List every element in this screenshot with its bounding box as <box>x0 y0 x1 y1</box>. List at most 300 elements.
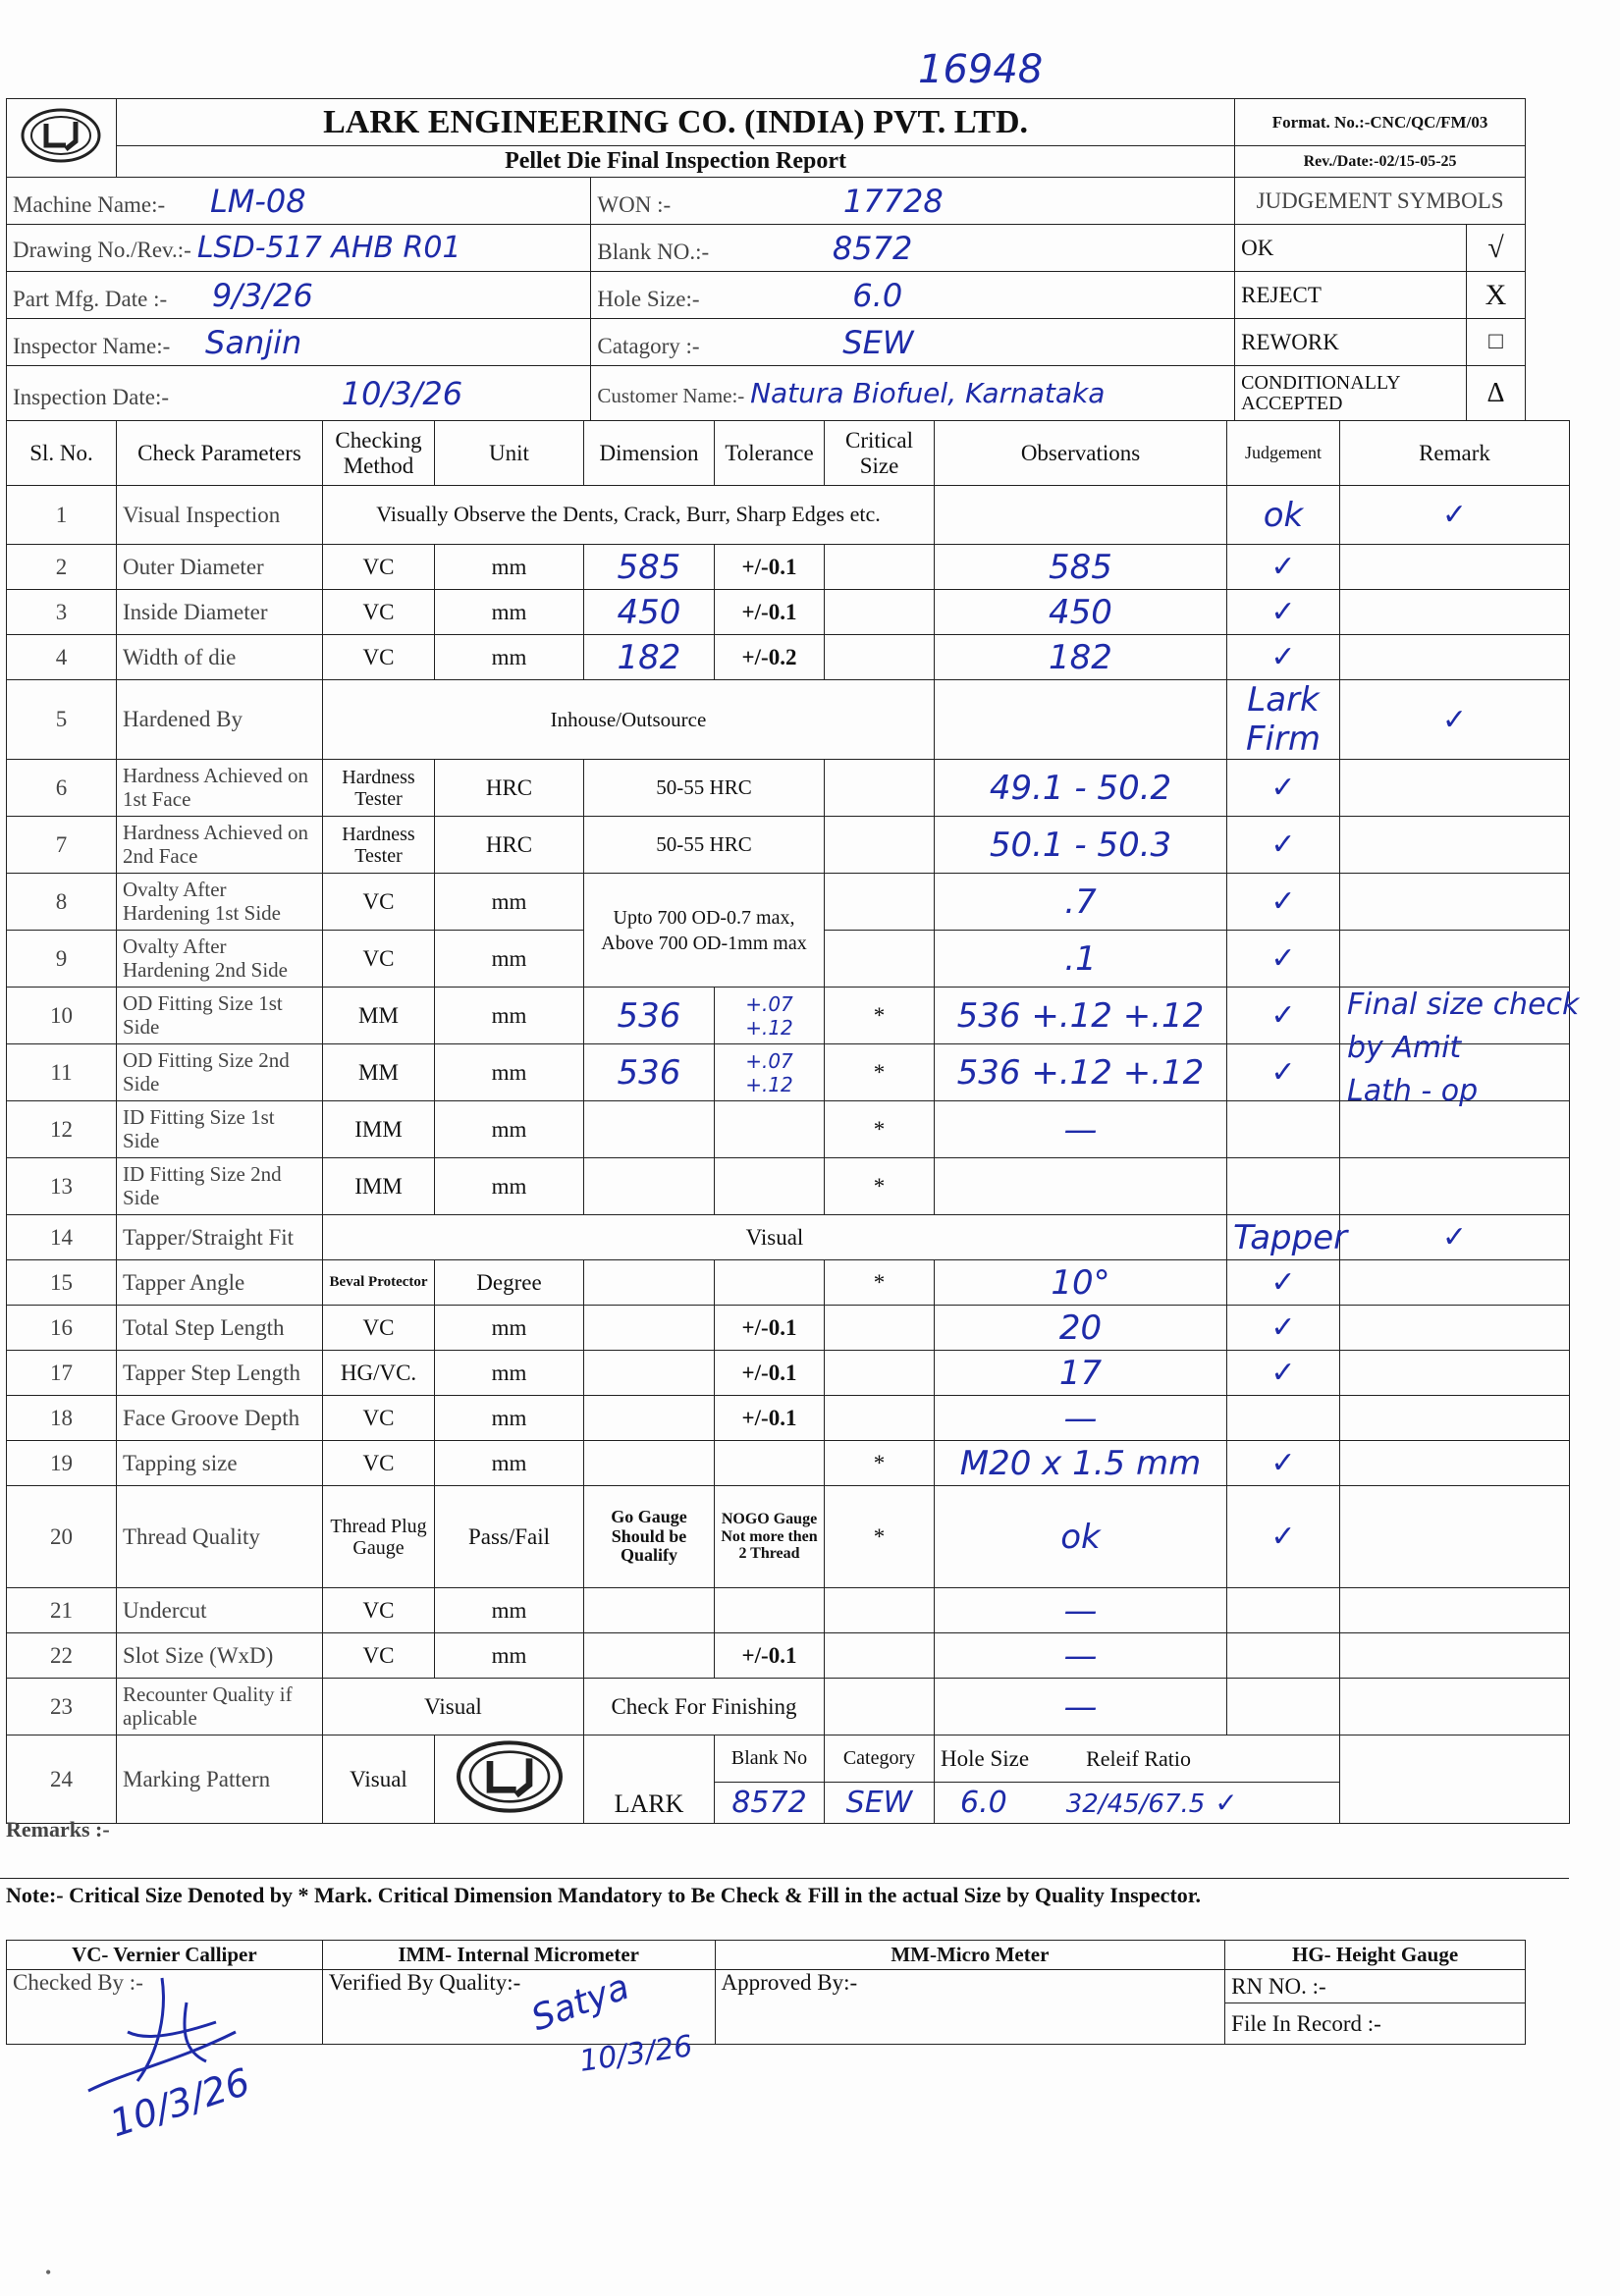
checking-method: VC <box>323 545 435 590</box>
header-table <box>6 98 1526 178</box>
row-number: 15 <box>7 1260 117 1306</box>
unit: mm <box>435 1044 584 1101</box>
critical-size: * <box>825 988 935 1044</box>
col-header-observations: Observations <box>935 421 1227 486</box>
verified-by-signature: Satya <box>526 1966 635 2040</box>
col-header-check-parameters: Check Parameters <box>117 421 323 486</box>
critical-size <box>825 635 935 680</box>
observation: 10° <box>935 1260 1227 1306</box>
observation: 182 <box>935 635 1227 680</box>
judgement-mark <box>1227 1633 1340 1679</box>
check-parameter: Slot Size (WxD) <box>117 1633 323 1679</box>
observation: — <box>935 1101 1227 1158</box>
observation: 50.1 - 50.3 <box>935 817 1227 874</box>
unit: mm <box>435 590 584 635</box>
table-row <box>7 1735 1570 1783</box>
critical-size <box>825 1306 935 1351</box>
checking-method: MM <box>323 1044 435 1101</box>
remarks-label: Remarks :- <box>6 1817 110 1842</box>
unit: mm <box>435 1396 584 1441</box>
judgement-reject-symbol: X <box>1467 272 1526 319</box>
judgement-mark: ✓ <box>1340 486 1570 545</box>
judgement-mark: ✓ <box>1227 1260 1340 1306</box>
judgement-mark: ✓ <box>1227 1044 1340 1101</box>
inspection-date-label: Inspection Date:- <box>13 384 170 409</box>
judgement-mark <box>1227 1158 1340 1215</box>
critical-size <box>825 590 935 635</box>
critical-size: * <box>825 1486 935 1588</box>
judgement-rework-label: REWORK <box>1235 319 1467 366</box>
remark-line-1: Final size check <box>1347 988 1580 1022</box>
row-number: 22 <box>7 1633 117 1679</box>
judgement-mark: ✓ <box>1227 874 1340 931</box>
tolerance: +/-0.2 <box>715 635 825 680</box>
remark <box>1340 1679 1570 1735</box>
approved-by-cell <box>715 1970 1225 2045</box>
check-parameter: Marking Pattern <box>117 1735 323 1824</box>
divider-line <box>0 1878 1569 1879</box>
remark <box>1340 1486 1570 1588</box>
critical-size: * <box>825 1101 935 1158</box>
observation <box>935 1158 1227 1215</box>
critical-size: * <box>825 1260 935 1306</box>
critical-size: * <box>825 1158 935 1215</box>
merged-spec: 50-55 HRC <box>584 760 825 817</box>
tolerance: +/-0.1 <box>715 590 825 635</box>
approved-by-label: Approved By:- <box>721 1970 858 1995</box>
check-parameter: OD Fitting Size 1st Side <box>117 988 323 1044</box>
observation: 585 <box>935 545 1227 590</box>
judgement-mark: ✓ <box>1227 545 1340 590</box>
dimension: 536 <box>584 988 715 1044</box>
row-number: 8 <box>7 874 117 931</box>
critical-size <box>825 817 935 874</box>
observation: — <box>935 1588 1227 1633</box>
critical-size <box>825 760 935 817</box>
remark <box>1340 1441 1570 1486</box>
row-number: 14 <box>7 1215 117 1260</box>
judgement-mark: ✓ <box>1227 1351 1340 1396</box>
remark-line-2: by Amit <box>1347 1031 1462 1065</box>
check-parameter: Thread Quality <box>117 1486 323 1588</box>
scan-mark: • <box>45 2263 52 2282</box>
dimension: Go Gauge Should be Qualify <box>584 1486 715 1588</box>
check-parameter: Hardened By <box>117 680 323 760</box>
unit: mm <box>435 874 584 931</box>
unit: Pass/Fail <box>435 1486 584 1588</box>
inspection-date-value: 10/3/26 <box>341 374 463 412</box>
mfg-date-cell <box>7 272 591 319</box>
dimension <box>584 1101 715 1158</box>
machine-name-cell <box>7 178 591 225</box>
table-row <box>7 1441 1570 1486</box>
remark-line-3: Lath - op <box>1347 1074 1479 1108</box>
unit: mm <box>435 1588 584 1633</box>
judgement-symbols-title: JUDGEMENT SYMBOLS <box>1235 178 1526 225</box>
checking-method: Visual <box>323 1679 584 1735</box>
table-row <box>7 590 1570 635</box>
relief-ratio-header: Releif Ratio <box>1086 1745 1191 1771</box>
checking-method: Hardness Tester <box>323 760 435 817</box>
inspector-value: Sanjin <box>205 323 302 361</box>
judgement-ok-label: OK <box>1235 225 1467 272</box>
row-number: 17 <box>7 1351 117 1396</box>
row-number: 6 <box>7 760 117 817</box>
observation: .7 <box>935 874 1227 931</box>
remark <box>1340 931 1570 988</box>
observation: — <box>935 1633 1227 1679</box>
check-parameter: Tapper/Straight Fit <box>117 1215 323 1260</box>
mfg-date-label: Part Mfg. Date :- <box>13 286 168 311</box>
col-header-checking-method: Checking Method <box>323 421 435 486</box>
checking-method: VC <box>323 1441 435 1486</box>
critical-size <box>825 1351 935 1396</box>
col-header-remark: Remark <box>1340 421 1570 486</box>
info-table <box>6 177 1526 421</box>
marking-judgement-mark: ✓ <box>1215 1787 1238 1819</box>
critical-size <box>935 680 1227 760</box>
table-header-row <box>7 421 1570 486</box>
checking-method: Hardness Tester <box>323 817 435 874</box>
remark <box>1340 1158 1570 1215</box>
checking-method: IMM <box>323 1158 435 1215</box>
tolerance <box>715 1101 825 1158</box>
merged-spec: 50-55 HRC <box>584 817 825 874</box>
unit: mm <box>435 545 584 590</box>
judgement-reject-label: REJECT <box>1235 272 1467 319</box>
critical-size: * <box>825 1044 935 1101</box>
marked-category: SEW <box>825 1783 935 1824</box>
blank-no-value: 8572 <box>832 229 913 267</box>
checking-method: VC <box>323 874 435 931</box>
row-number: 11 <box>7 1044 117 1101</box>
col-header-unit: Unit <box>435 421 584 486</box>
observation: ok <box>1227 486 1340 545</box>
merged-spec: Upto 700 OD-0.7 max, Above 700 OD-1mm max <box>584 874 825 988</box>
row-number: 13 <box>7 1158 117 1215</box>
check-parameter: Visual Inspection <box>117 486 323 545</box>
judgement-mark <box>1227 1588 1340 1633</box>
hole-size-value: 6.0 <box>852 276 903 314</box>
remark <box>1340 635 1570 680</box>
row-number: 12 <box>7 1101 117 1158</box>
inspector-cell <box>7 319 591 366</box>
judgement-ok-symbol: √ <box>1467 225 1526 272</box>
table-row <box>7 874 1570 931</box>
checked-by-date: 10/3/26 <box>104 2059 255 2146</box>
merged-spec: Check For Finishing <box>584 1679 825 1735</box>
unit: mm <box>435 931 584 988</box>
table-row <box>7 1588 1570 1633</box>
observation: 20 <box>935 1306 1227 1351</box>
check-parameter: OD Fitting Size 2nd Side <box>117 1044 323 1101</box>
company-name: LARK ENGINEERING CO. (INDIA) PVT. LTD. <box>116 99 1234 146</box>
unit: mm <box>435 1351 584 1396</box>
check-parameter: Tapper Step Length <box>117 1351 323 1396</box>
judgement-mark <box>1227 1679 1340 1735</box>
checking-method: VC <box>323 1633 435 1679</box>
table-row <box>7 1260 1570 1306</box>
unit: Degree <box>435 1260 584 1306</box>
revision-date: Rev./Date:-02/15-05-25 <box>1235 146 1526 178</box>
won-cell <box>591 178 1235 225</box>
category-header: Category <box>825 1735 935 1783</box>
judgement-mark <box>1340 1735 1570 1824</box>
drawing-value: LSD-517 AHB R01 <box>196 231 461 265</box>
check-parameter: ID Fitting Size 1st Side <box>117 1101 323 1158</box>
rn-no-label: RN NO. :- <box>1231 1973 1326 1999</box>
machine-name-value: LM-08 <box>209 182 306 220</box>
col-header-critical-size: Critical Size <box>825 421 935 486</box>
table-row <box>7 486 1570 545</box>
critical-size <box>825 545 935 590</box>
judgement-mark <box>1227 1101 1340 1158</box>
dimension: 450 <box>584 590 715 635</box>
dimension: 536 <box>584 1044 715 1101</box>
table-row <box>7 988 1570 1044</box>
table-row <box>7 1679 1570 1735</box>
table-row <box>7 680 1570 760</box>
observation: 536 +.12 +.12 <box>935 1044 1227 1101</box>
checking-method: IMM <box>323 1101 435 1158</box>
logo-cell <box>7 99 117 178</box>
category-cell <box>591 319 1235 366</box>
unit: HRC <box>435 760 584 817</box>
checking-method: VC <box>323 1306 435 1351</box>
legend-imm: IMM- Internal Micrometer <box>322 1941 715 1970</box>
critical-size <box>825 1588 935 1633</box>
tolerance: +.07 +.12 <box>715 988 825 1044</box>
unit: mm <box>435 1441 584 1486</box>
check-parameter: Tapper Angle <box>117 1260 323 1306</box>
checked-by-label: Checked By :- <box>13 1970 143 1995</box>
remark <box>1340 874 1570 931</box>
check-parameter: Tapping size <box>117 1441 323 1486</box>
judgement-mark <box>1227 1396 1340 1441</box>
check-parameter: Width of die <box>117 635 323 680</box>
unit: mm <box>435 1158 584 1215</box>
tolerance <box>715 1158 825 1215</box>
remark <box>1340 817 1570 874</box>
table-row <box>7 1306 1570 1351</box>
dimension <box>584 1351 715 1396</box>
verified-by-label: Verified By Quality:- <box>328 1970 521 1995</box>
judgement-conditional-label: CONDITIONALLY ACCEPTED <box>1235 366 1467 421</box>
observation: — <box>935 1679 1227 1735</box>
row-number: 9 <box>7 931 117 988</box>
table-row <box>7 1633 1570 1679</box>
tolerance: +/-0.1 <box>715 545 825 590</box>
observation: 450 <box>935 590 1227 635</box>
col-header-sl-no: Sl. No. <box>7 421 117 486</box>
tolerance: +/-0.1 <box>715 1306 825 1351</box>
judgement-mark: ✓ <box>1227 1441 1340 1486</box>
blank-no-header: Blank No <box>715 1735 825 1783</box>
legend-hg: HG- Height Gauge <box>1225 1941 1526 1970</box>
remark <box>1340 590 1570 635</box>
observation: — <box>935 1396 1227 1441</box>
row-number: 4 <box>7 635 117 680</box>
blank-no-cell <box>591 225 1235 272</box>
table-row <box>7 635 1570 680</box>
check-parameter: Hardness Achieved on 2nd Face <box>117 817 323 874</box>
dimension <box>584 1306 715 1351</box>
judgement-mark: ✓ <box>1227 817 1340 874</box>
table-row <box>7 1215 1570 1260</box>
customer-label: Customer Name:- <box>597 384 745 407</box>
blank-no-label: Blank NO.:- <box>597 239 710 264</box>
dimension: 585 <box>584 545 715 590</box>
row-number: 18 <box>7 1396 117 1441</box>
file-record-cell <box>1225 2003 1526 2045</box>
remark-handwritten <box>1347 984 1579 1113</box>
hole-relief-header <box>935 1735 1340 1783</box>
remark <box>1340 760 1570 817</box>
inspection-date-cell <box>7 366 591 421</box>
table-row <box>7 760 1570 817</box>
judgement-mark: ✓ <box>1227 988 1340 1044</box>
checking-method: VC <box>323 1396 435 1441</box>
marked-hole-size: 6.0 <box>960 1786 1007 1820</box>
dimension <box>584 1396 715 1441</box>
critical-size: * <box>825 1441 935 1486</box>
report-title: Pellet Die Final Inspection Report <box>116 146 1234 178</box>
lark-logo-icon <box>19 106 103 165</box>
rn-no-cell <box>1225 1970 1526 2003</box>
checking-method: MM <box>323 988 435 1044</box>
observation: 17 <box>935 1351 1227 1396</box>
row-number: 5 <box>7 680 117 760</box>
critical-size <box>825 931 935 988</box>
tolerance: NOGO Gauge Not more then 2 Thread <box>715 1486 825 1588</box>
table-row <box>7 1351 1570 1396</box>
col-header-dimension: Dimension <box>584 421 715 486</box>
unit: mm <box>435 1633 584 1679</box>
tolerance <box>715 1588 825 1633</box>
dimension <box>584 1158 715 1215</box>
row-number: 23 <box>7 1679 117 1735</box>
dimension <box>584 1588 715 1633</box>
observation: ok <box>935 1486 1227 1588</box>
table-row <box>7 1396 1570 1441</box>
observation: Lark Firm <box>1227 680 1340 760</box>
judgement-rework-symbol: □ <box>1467 319 1526 366</box>
remark <box>1340 1306 1570 1351</box>
check-parameter: Recounter Quality if aplicable <box>117 1679 323 1735</box>
table-row <box>7 817 1570 874</box>
check-parameter: Hardness Achieved on 1st Face <box>117 760 323 817</box>
critical-size <box>825 1396 935 1441</box>
tolerance: +/-0.1 <box>715 1633 825 1679</box>
checking-method: Thread Plug Gauge <box>323 1486 435 1588</box>
unit: mm <box>435 1101 584 1158</box>
hole-relief-values <box>935 1783 1340 1824</box>
check-parameter: Total Step Length <box>117 1306 323 1351</box>
table-row <box>7 1158 1570 1215</box>
row-number: 2 <box>7 545 117 590</box>
verified-by-date: 10/3/26 <box>577 2029 695 2079</box>
file-record-label: File In Record :- <box>1231 2010 1381 2036</box>
row-number: 24 <box>7 1735 117 1824</box>
col-header-judgement: Judgement <box>1227 421 1340 486</box>
judgement-mark: ✓ <box>1227 1306 1340 1351</box>
judgement-mark: ✓ <box>1227 1486 1340 1588</box>
unit: mm <box>435 988 584 1044</box>
table-row <box>7 1101 1570 1158</box>
observation: .1 <box>935 931 1227 988</box>
customer-cell <box>591 366 1235 421</box>
hole-size-label: Hole Size:- <box>597 286 700 311</box>
col-header-tolerance: Tolerance <box>715 421 825 486</box>
table-row <box>7 1044 1570 1101</box>
merged-spec: Visually Observe the Dents, Crack, Burr, Sharp Edges etc. <box>323 486 935 545</box>
table-row <box>7 545 1570 590</box>
observation: 536 +.12 +.12 <box>935 988 1227 1044</box>
check-parameter: Undercut <box>117 1588 323 1633</box>
remark <box>1340 1351 1570 1396</box>
unit: mm <box>435 635 584 680</box>
drawing-cell <box>7 225 591 272</box>
tolerance: +/-0.1 <box>715 1351 825 1396</box>
dimension <box>584 1260 715 1306</box>
dimension <box>584 1441 715 1486</box>
drawing-label: Drawing No./Rev.:- <box>13 238 191 262</box>
check-parameter: Inside Diameter <box>117 590 323 635</box>
dimension: 182 <box>584 635 715 680</box>
won-value: 17728 <box>842 182 944 220</box>
tolerance: +/-0.1 <box>715 1396 825 1441</box>
row-number: 19 <box>7 1441 117 1486</box>
hole-size-cell <box>591 272 1235 319</box>
critical-size <box>935 486 1227 545</box>
row-number: 7 <box>7 817 117 874</box>
check-parameter: Ovalty After Hardening 2nd Side <box>117 931 323 988</box>
row-number: 10 <box>7 988 117 1044</box>
tolerance: +.07 +.12 <box>715 1044 825 1101</box>
checking-method: VC <box>323 590 435 635</box>
tolerance <box>715 1260 825 1306</box>
customer-value: Natura Biofuel, Karnataka <box>750 377 1106 409</box>
lark-logo-icon <box>451 1737 568 1816</box>
check-parameter: ID Fitting Size 2nd Side <box>117 1158 323 1215</box>
row-number: 20 <box>7 1486 117 1588</box>
checking-method: VC <box>323 635 435 680</box>
judgement-mark: ✓ <box>1227 590 1340 635</box>
critical-size <box>825 1633 935 1679</box>
row-number: 16 <box>7 1306 117 1351</box>
marking-logo-cell <box>435 1735 584 1824</box>
unit: HRC <box>435 817 584 874</box>
won-label: WON :- <box>597 191 672 217</box>
unit: mm <box>435 1306 584 1351</box>
critical-size-note: Note:- Critical Size Denoted by * Mark. Critical Dimension Mandatory to Be Check & Fill in the actual Size by Quality Inspector. <box>6 1883 1202 1907</box>
machine-name-label: Machine Name:- <box>13 191 166 217</box>
remark <box>1340 1260 1570 1306</box>
row-number: 3 <box>7 590 117 635</box>
inspection-table <box>6 420 1570 1824</box>
row-number: 21 <box>7 1588 117 1633</box>
remark <box>1340 545 1570 590</box>
marking-lark-text: LARK <box>584 1735 715 1824</box>
judgement-conditional-symbol: Δ <box>1467 366 1526 421</box>
check-parameter: Face Groove Depth <box>117 1396 323 1441</box>
observation: M20 x 1.5 mm <box>935 1441 1227 1486</box>
judgement-mark: ✓ <box>1340 680 1570 760</box>
mfg-date-value: 9/3/26 <box>211 276 313 314</box>
hole-size-header: Hole Size <box>941 1745 1030 1771</box>
category-value: SEW <box>842 323 914 361</box>
marked-relief-ratio: 32/45/67.5 <box>1065 1789 1206 1819</box>
